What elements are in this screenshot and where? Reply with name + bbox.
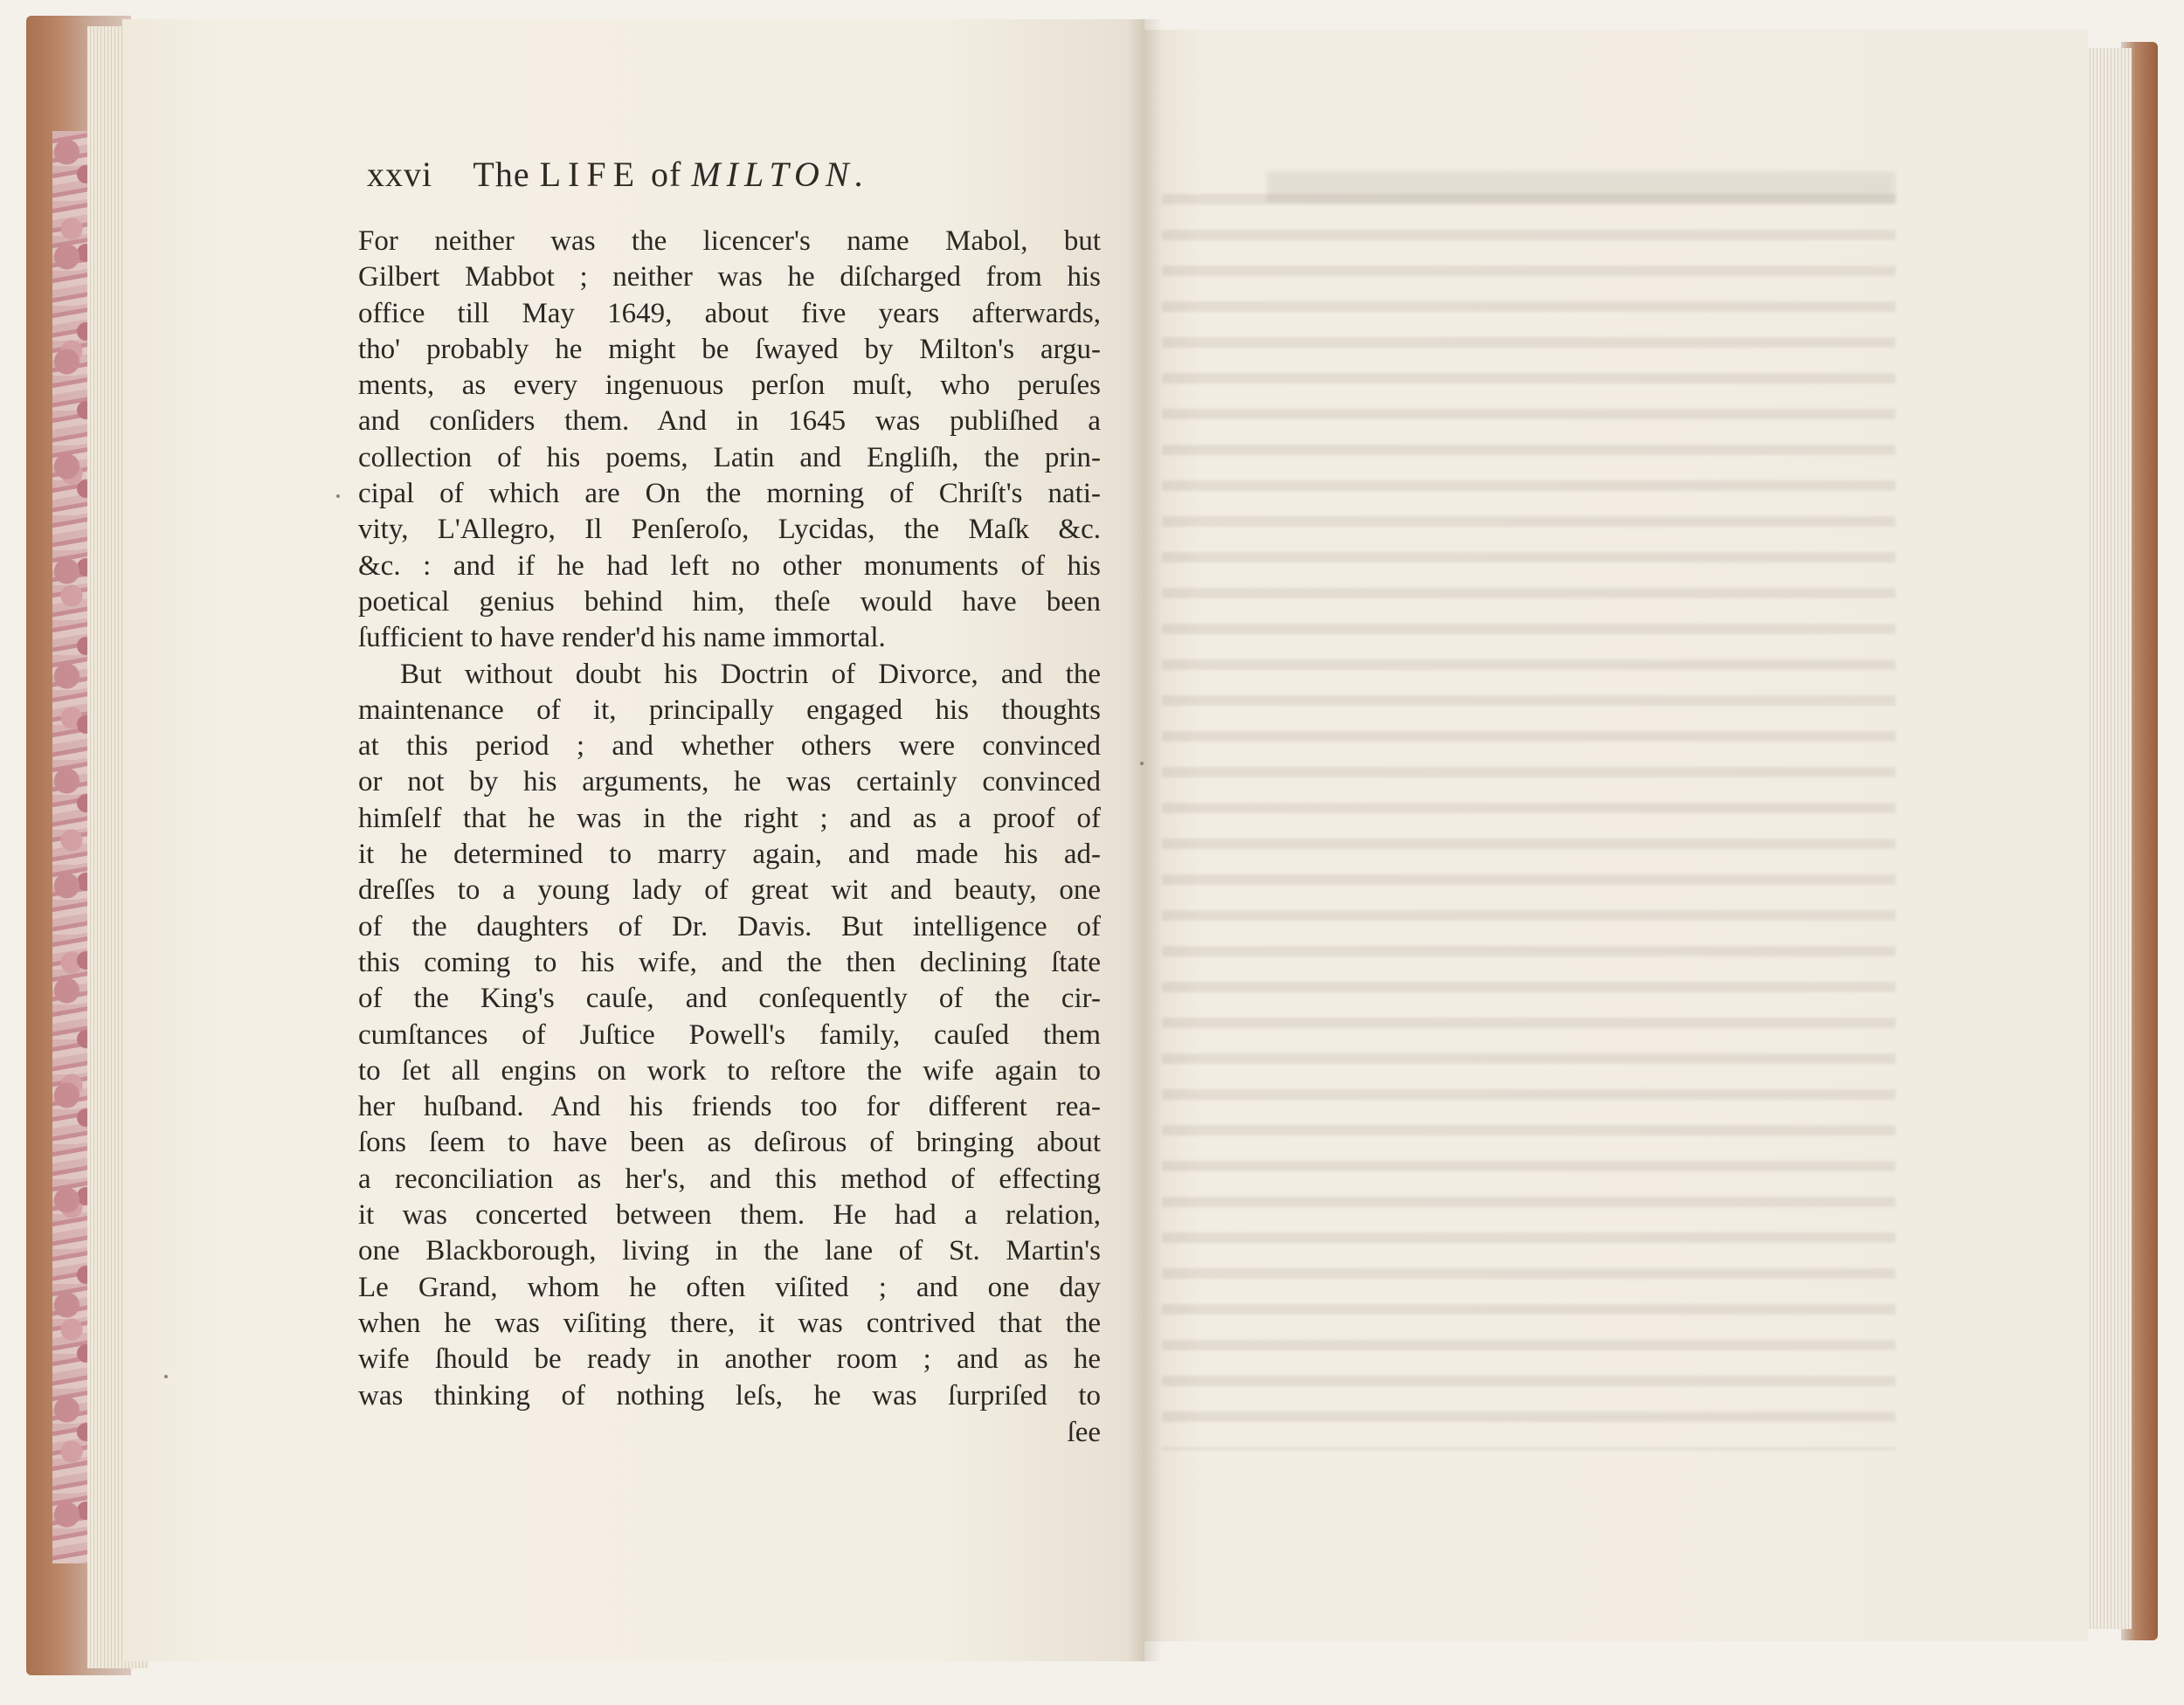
running-head-of: of	[651, 155, 682, 194]
book-gutter	[1127, 19, 1162, 1661]
text-line: her huſband. And his friends too for different rea-	[358, 1091, 1101, 1123]
text-line: himſelf that he was in the right ; and as a proof of	[358, 802, 1101, 834]
text-line: wife ſhould be ready in another room ; and as he	[358, 1343, 1101, 1376]
text-line: poetical genius behind him, theſe would have been	[358, 585, 1101, 618]
ink-speck	[164, 1375, 168, 1378]
ink-speck	[1140, 762, 1144, 765]
text-line: ſufficient to have render'd his name immortal.	[358, 622, 886, 654]
text-line: Le Grand, whom he often viſited ; and one day	[358, 1271, 1101, 1303]
ink-speck	[336, 494, 340, 498]
bleed-through-text	[1162, 175, 1896, 1450]
text-line: to ſet all engins on work to reſtore the wife again to	[358, 1054, 1101, 1087]
body-text	[358, 224, 1101, 1414]
text-line: Gilbert Mabbot ; neither was he diſcharged from his	[358, 261, 1101, 293]
text-line: cumſtances of Juſtice Powell's family, cauſed them	[358, 1018, 1101, 1051]
running-head-name: MILTON.	[691, 155, 870, 194]
text-line: was thinking of nothing leſs, he was ſurpriſed to	[358, 1379, 1101, 1412]
text-line: of the King's cauſe, and conſequently of the cir-	[358, 983, 1101, 1015]
text-line: maintenance of it, principally engaged his thoughts	[358, 694, 1101, 726]
text-line: or not by his arguments, he was certainly convinced	[358, 766, 1101, 798]
text-line: a reconciliation as her's, and this method of effecting	[358, 1163, 1101, 1195]
text-line: and conſiders them. And in 1645 was publiſhed a	[358, 405, 1101, 438]
text-line: one Blackborough, living in the lane of St. Martin's	[358, 1235, 1101, 1267]
text-line: office till May 1649, about five years afterwards,	[358, 297, 1101, 329]
text-line: dreſſes to a young lady of great wit and beauty, one	[358, 874, 1101, 907]
text-line: But without doubt his Doctrin of Divorce, and the	[400, 658, 1101, 690]
page-number: xxvi	[367, 155, 433, 194]
text-line: tho' probably he might be ſwayed by Milton's argu-	[358, 333, 1101, 365]
text-line: ſons ſeem to have been as deſirous of bringing about	[358, 1127, 1101, 1159]
right-page-edges	[2084, 48, 2132, 1629]
text-line: For neither was the licencer's name Mabol, but	[358, 225, 1101, 257]
text-line: collection of his poems, Latin and Engliſh, the prin-	[358, 441, 1101, 473]
catchword: ſee	[1067, 1417, 1101, 1448]
text-line: vity, L'Allegro, Il Penſeroſo, Lycidas, the Maſk &c.	[358, 514, 1101, 546]
text-line: when he was viſiting there, it was contrived that the	[358, 1307, 1101, 1339]
text-line: of the daughters of Dr. Davis. But intelligence of	[358, 910, 1101, 942]
running-head-the: The	[473, 155, 530, 194]
text-line: at this period ; and whether others were convinced	[358, 730, 1101, 763]
text-line: &c. : and if he had left no other monuments of his	[358, 549, 1101, 582]
text-line: this coming to his wife, and the then declining ſtate	[358, 946, 1101, 978]
text-line: cipal of which are On the morning of Chriſt's nati-	[358, 478, 1101, 510]
running-head-life: LIFE	[539, 155, 642, 194]
text-line: it was concerted between them. He had a relation,	[358, 1199, 1101, 1232]
text-line: ments, as every ingenuous perſon muſt, who peruſes	[358, 369, 1101, 402]
text-line: it he determined to marry again, and made his ad-	[358, 839, 1101, 871]
running-head	[367, 154, 1101, 195]
